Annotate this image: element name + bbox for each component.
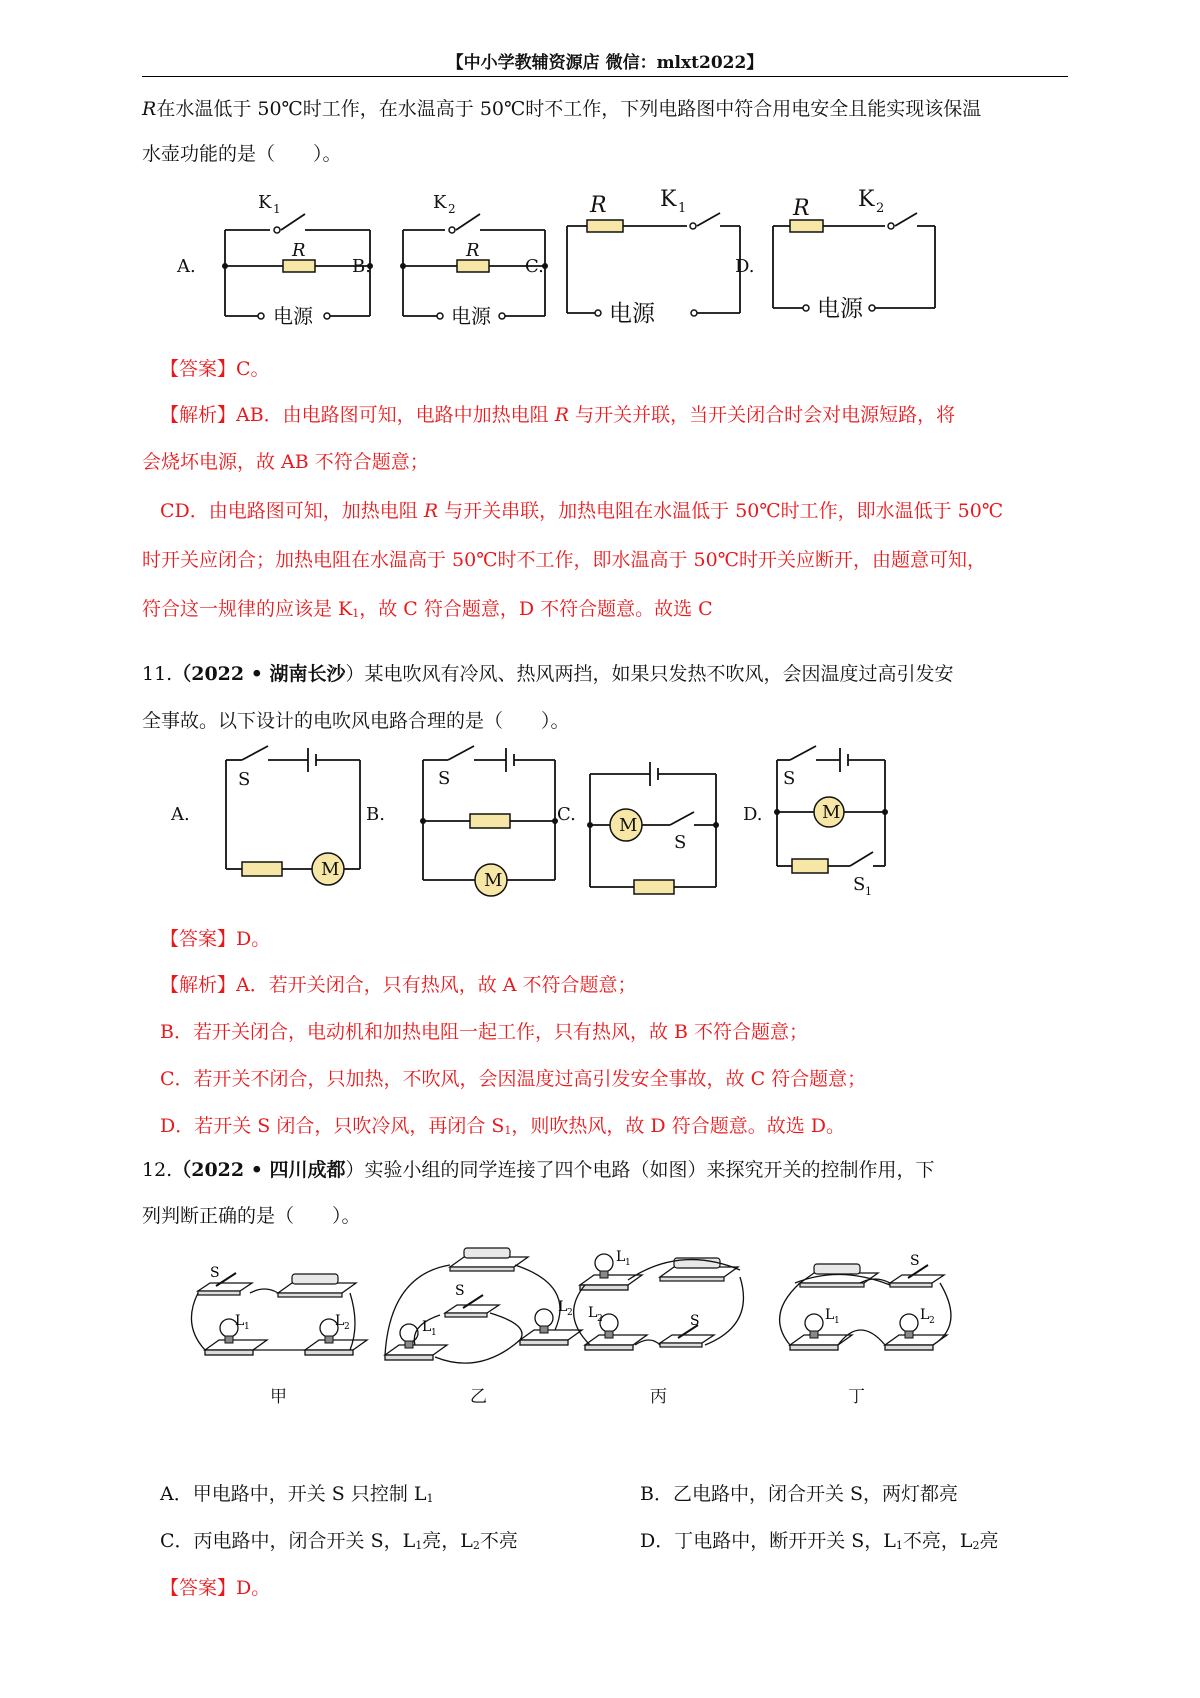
label-l1-sub: 1 (431, 1328, 437, 1338)
q10-stem-line2: 水壶功能的是（ ）。 (142, 143, 342, 165)
label-k2-b-sub: 2 (448, 202, 456, 216)
q11-answer: 【答案】D。 (160, 928, 271, 950)
q11-option-a: A. (171, 804, 190, 825)
q12-number: 12. (142, 1159, 173, 1181)
q11-analysis-a: 【解析】A．若开关闭合，只有热风，故 A 不符合题意； (160, 974, 637, 996)
q11-stem-line1 (142, 661, 954, 687)
q11-analysis-c: C．若开关不闭合，只加热，不吹风，会因温度过高引发安全事故，故 C 符合题意； (160, 1068, 867, 1090)
label-r-a: R (292, 240, 306, 261)
label-k1-a-sub: 1 (273, 202, 281, 216)
q12-circuit-illustrations (180, 1245, 1040, 1405)
label-l2-sub: 2 (597, 1314, 603, 1324)
var-r: R (554, 404, 570, 426)
q10-stem-line1 (142, 96, 981, 122)
q11-analysis-d (160, 1113, 845, 1144)
q12-stem-line2: 列判断正确的是（ ）。 (142, 1205, 361, 1227)
label-s: S (783, 768, 796, 789)
label-source-b: 电源 (451, 304, 491, 328)
label-l1: L (825, 1307, 835, 1323)
q10-analysis-text: 【解析】AB．由电路图可知，电路中加热电阻 (160, 404, 555, 426)
q12-stem-line1 (142, 1157, 935, 1183)
q11-analysis-text: D．若开关 S 闭合，只吹冷风，再闭合 S (160, 1115, 505, 1137)
label-k2-b: K (433, 192, 447, 213)
label-l1-sub: 1 (244, 1322, 250, 1332)
label-l2-sub: 2 (344, 1322, 350, 1332)
q11-stem-line2: 全事故。以下设计的电吹风电路合理的是（ ）。 (142, 710, 570, 732)
label-m: M (321, 859, 340, 880)
q12-option-b: B．乙电路中，闭合开关 S，两灯都亮 (640, 1483, 959, 1505)
q11-stem-text: ）某电吹风有冷风、热风两挡，如果只发热不吹风，会因温度过高引发安 (345, 663, 954, 685)
q10-analysis-line5 (142, 596, 713, 627)
q10-analysis-text: 符合这一规律的应该是 K (142, 598, 353, 620)
label-s1: S (853, 874, 866, 895)
label-s: S (238, 769, 251, 790)
label-k1-c: K (660, 187, 677, 212)
q12-option-text: A．甲电路中，开关 S 只控制 L (160, 1483, 427, 1505)
q12-option-text: C．丙电路中，闭合开关 S，L (160, 1530, 416, 1552)
q10-answer: 【答案】C。 (160, 358, 270, 380)
q11-option-d: D. (743, 804, 763, 825)
q10-analysis-line1 (160, 402, 955, 428)
label-source-d: 电源 (817, 296, 863, 322)
label-l1: L (616, 1249, 626, 1265)
label-r-b: R (466, 240, 480, 261)
q10-option-d: D. (735, 256, 755, 277)
q11-number: 11. (142, 663, 173, 685)
label-source-a: 电源 (273, 304, 313, 328)
q10-option-c: C. (525, 256, 544, 277)
label-l1-sub: 1 (625, 1258, 631, 1268)
label-l2-sub: 2 (567, 1308, 573, 1318)
label-r-c: R (590, 193, 607, 218)
caption-yi: 乙 (470, 1387, 487, 1407)
label-l2-sub: 2 (929, 1316, 935, 1326)
header-rule (142, 76, 1068, 77)
label-l1-sub: 1 (834, 1316, 840, 1326)
q12-option-text: 不亮，L (902, 1530, 973, 1552)
label-m: M (822, 802, 841, 823)
label-l1: L (235, 1313, 245, 1329)
label-l2: L (588, 1305, 598, 1321)
subscript: 1 (352, 607, 360, 620)
subscript: 2 (472, 1539, 480, 1552)
label-source-c: 电源 (609, 301, 655, 327)
var-r: R (423, 500, 439, 522)
caption-jia: 甲 (270, 1387, 287, 1407)
q12-source: （2022 • 四川成都 (172, 1159, 346, 1181)
label-s: S (910, 1253, 920, 1269)
q10-analysis-text: CD．由电路图可知，加热电阻 (160, 500, 424, 522)
var-r: R (142, 98, 157, 120)
subscript: 1 (895, 1539, 903, 1552)
q12-option-text: D．丁电路中，断开开关 S，L (640, 1530, 896, 1552)
q11-option-c: C. (557, 804, 576, 825)
label-s: S (690, 1313, 700, 1329)
subscript: 1 (426, 1492, 434, 1505)
q10-stem-text: 在水温低于 50℃时工作，在水温高于 50℃时不工作，下列电路图中符合用电安全且能实现该保温 (156, 98, 982, 120)
caption-bing: 丙 (650, 1387, 667, 1407)
q10-analysis-line3 (160, 498, 1003, 524)
page-header: 【中小学教辅资源店 微信：mlxt2022】 (446, 53, 764, 73)
q10-analysis-text: ，故 C 符合题意，D 不符合题意。故选 C (359, 598, 713, 620)
q12-option-text: 亮 (979, 1530, 999, 1552)
q10-option-b: B. (352, 256, 371, 277)
label-s: S (210, 1265, 220, 1281)
q12-stem-text: ）实验小组的同学连接了四个电路（如图）来探究开关的控制作用，下 (345, 1159, 935, 1181)
label-l1: L (422, 1319, 432, 1335)
q12-option-a (160, 1481, 433, 1512)
subscript: 2 (972, 1539, 980, 1552)
q12-option-c (160, 1528, 518, 1559)
q10-analysis-line4: 时开关应闭合；加热电阻在水温高于 50℃时不工作，即水温高于 50℃时开关应断开，由题意可知， (142, 549, 986, 571)
label-s: S (674, 832, 687, 853)
q11-option-b: B. (366, 804, 385, 825)
q12-option-text: 亮，L (422, 1530, 473, 1552)
label-s1-sub: 1 (865, 885, 872, 898)
label-k1-c-sub: 1 (678, 201, 687, 216)
label-l2: L (558, 1299, 568, 1315)
q11-analysis-text: ，则吹热风，故 D 符合题意。故选 D。 (511, 1115, 845, 1137)
q11-source: （2022 • 湖南长沙 (172, 663, 346, 685)
q10-analysis-line2: 会烧坏电源，故 AB 不符合题意； (142, 451, 429, 473)
label-s: S (455, 1283, 465, 1299)
q10-analysis-text: 与开关串联，加热电阻在水温低于 50℃时工作，即水温低于 50℃ (438, 500, 1004, 522)
subscript: 1 (415, 1539, 423, 1552)
label-k1-a: K (258, 192, 272, 213)
label-s: S (438, 768, 451, 789)
label-l2: L (920, 1307, 930, 1323)
label-r-d: R (793, 196, 810, 221)
q12-option-text: 不亮 (479, 1530, 518, 1552)
caption-ding: 丁 (848, 1387, 865, 1407)
label-l2: L (335, 1313, 345, 1329)
q10-option-a: A. (177, 256, 196, 277)
subscript: 1 (504, 1124, 512, 1137)
label-m: M (484, 870, 503, 891)
q12-option-d (640, 1528, 999, 1559)
q11-circuit-figures (171, 740, 970, 905)
label-k2-d: K (858, 187, 875, 212)
q10-analysis-text: 与开关并联，当开关闭合时会对电源短路，将 (569, 404, 956, 426)
q12-answer: 【答案】D。 (160, 1577, 271, 1599)
q10-circuit-figures (175, 178, 1065, 328)
label-k2-d-sub: 2 (876, 201, 885, 216)
label-m: M (619, 815, 638, 836)
q11-analysis-b: B．若开关闭合，电动机和加热电阻一起工作，只有热风，故 B 不符合题意； (160, 1021, 809, 1043)
